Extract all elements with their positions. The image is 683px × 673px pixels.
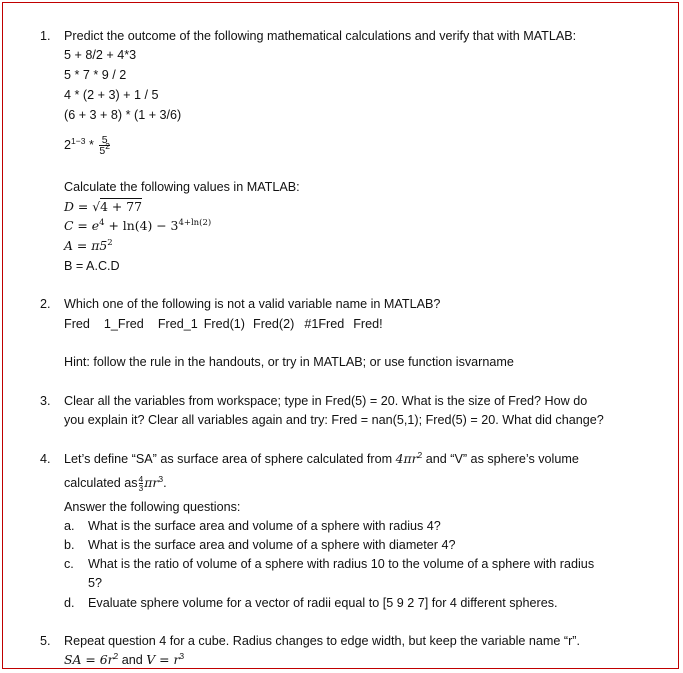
q2-name: Fred_1 — [157, 317, 198, 331]
q2-name: 1_Fred — [103, 317, 144, 331]
q4-sa-exp: 2 — [417, 450, 423, 460]
q4-line-2: calculated as $\frac{4}{3}$ $\pi r^3$. — [64, 474, 167, 494]
q1-expr-4: (6 + 3 + 8) * (1 + 3/6) — [64, 108, 182, 122]
q1-expr5-den-exp: 2 — [105, 141, 110, 152]
q1-expr5-op: * — [88, 138, 94, 152]
q4-line2-pre: calculated as — [64, 476, 138, 490]
q1-expr5-num: 5 — [101, 134, 108, 147]
q1-calc-prompt: Calculate the following values in MATLAB: — [64, 180, 300, 194]
q1-a-rhs: π5 — [91, 238, 108, 253]
q1-equation-b: B = A.C.D — [64, 259, 120, 273]
q4-item-label: d. — [64, 596, 75, 610]
q4-item-label: c. — [64, 557, 74, 571]
q2-number: 2. — [40, 297, 51, 311]
q5-number: 5. — [40, 634, 51, 648]
q4-line1-post: and “V” as sphere’s volume — [422, 452, 579, 466]
q4-v-exp: 3 — [158, 474, 164, 484]
q2-name-list — [64, 316, 383, 332]
q1-expr5-base: 2 — [64, 138, 72, 152]
q3-number: 3. — [40, 394, 51, 408]
q4-item-c-continued: 5? — [88, 576, 103, 590]
q4-line-1 — [64, 451, 579, 467]
q1-c-ln: + ln(4) − 3 — [108, 218, 179, 233]
q2-hint: Hint: follow the rule in the handouts, or try in MATLAB; or use function isvarname — [64, 355, 514, 369]
q5-prompt: Repeat question 4 for a cube. Radius changes to edge width, but keep the variable name “r”. — [64, 634, 580, 648]
q4-volume-fraction — [139, 475, 144, 492]
q1-prompt: Predict the outcome of the following mathematical calculations and verify that with MATLAB: — [64, 29, 577, 43]
q4-v-formula: πr — [144, 475, 159, 490]
q1-c-e: e — [91, 218, 100, 233]
q1-d-rhs: 4 + 77 — [100, 199, 143, 214]
q1-expr5-fraction — [99, 135, 110, 156]
q1-d-lhs: D — [64, 199, 74, 214]
q4-item-text: What is the ratio of volume of a sphere with radius 10 to the volume of a sphere with radius — [88, 557, 595, 571]
q2-name: Fred — [64, 317, 90, 331]
q2-name: #1Fred — [304, 317, 345, 331]
q4-number: 4. — [40, 452, 51, 466]
sqrt-icon: √ — [92, 199, 101, 214]
q1-expr-2: 5 * 7 * 9 / 2 — [64, 68, 127, 82]
q4-item-text: What is the surface area and volume of a sphere with radius 4? — [88, 519, 441, 533]
q5-sa-exp: 2 — [113, 651, 119, 661]
q3-line-2: you explain it? Clear all variables again and try: Fred = nan(5,1); Fred(5) = 20. What did change? — [64, 413, 604, 427]
q5-formulas: SA = $6r^2$ and $V = r^3$ — [64, 651, 185, 667]
q1-expr5-exp: 1−3 — [71, 136, 86, 146]
q1-equation-d: D = √4 + 77 — [64, 199, 143, 214]
q1-c-lhs: C — [64, 218, 74, 233]
q4-sa-formula: 4πr — [395, 451, 418, 466]
q2-name: Fred(1) — [203, 317, 246, 331]
q1-expr5-den-base: 5 — [99, 145, 106, 158]
q4-item-label: a. — [64, 519, 75, 533]
q1-expr-5 — [64, 129, 112, 161]
q5-v-lhs: V — [146, 652, 156, 667]
q4-answer-intro: Answer the following questions: — [64, 500, 241, 514]
q1-c-exp: 4+ln(2) — [178, 218, 212, 228]
q3-line-1: Clear all the variables from workspace; type in Fred(5) = 20. What is the size of Fred? How do — [64, 394, 588, 408]
q4-v-den: 3 — [138, 483, 144, 494]
q1-equation-a: $A = \pi 5^2$ — [64, 238, 113, 253]
q2-name: Fred! — [353, 317, 383, 331]
q5-sa-rhs: 6r — [99, 652, 114, 667]
q1-number: 1. — [40, 29, 51, 43]
q1-a-exp: 2 — [107, 238, 113, 248]
q4-line1-pre: Let’s define “SA” as surface area of sphere calculated from — [64, 452, 396, 466]
q4-item-text: What is the surface area and volume of a sphere with diameter 4? — [88, 538, 456, 552]
q5-sa-lhs: SA — [64, 652, 82, 667]
q4-item-label: b. — [64, 538, 75, 552]
q5-v-exp: 3 — [179, 651, 185, 661]
q1-a-lhs: A — [64, 238, 73, 253]
q5-and: and — [121, 653, 143, 667]
q1-equation-c: $C = e^4 + \ln(4) - 3^{4+ln(2)}$ — [64, 218, 212, 233]
q4-item-text: Evaluate sphere volume for a vector of radii equal to [5 9 2 7] for 4 different spheres. — [88, 596, 558, 610]
q1-expr-1: 5 + 8/2 + 4*3 — [64, 48, 137, 62]
q1-c-e-exp: 4 — [99, 218, 105, 228]
q2-name: Fred(2) — [253, 317, 295, 331]
q1-expr-3: 4 * (2 + 3) + 1 / 5 — [64, 88, 159, 102]
q2-prompt: Which one of the following is not a valid variable name in MATLAB? — [64, 297, 441, 311]
q4-v-num: 4 — [138, 474, 144, 485]
q5-v-rhs: r — [173, 652, 180, 667]
